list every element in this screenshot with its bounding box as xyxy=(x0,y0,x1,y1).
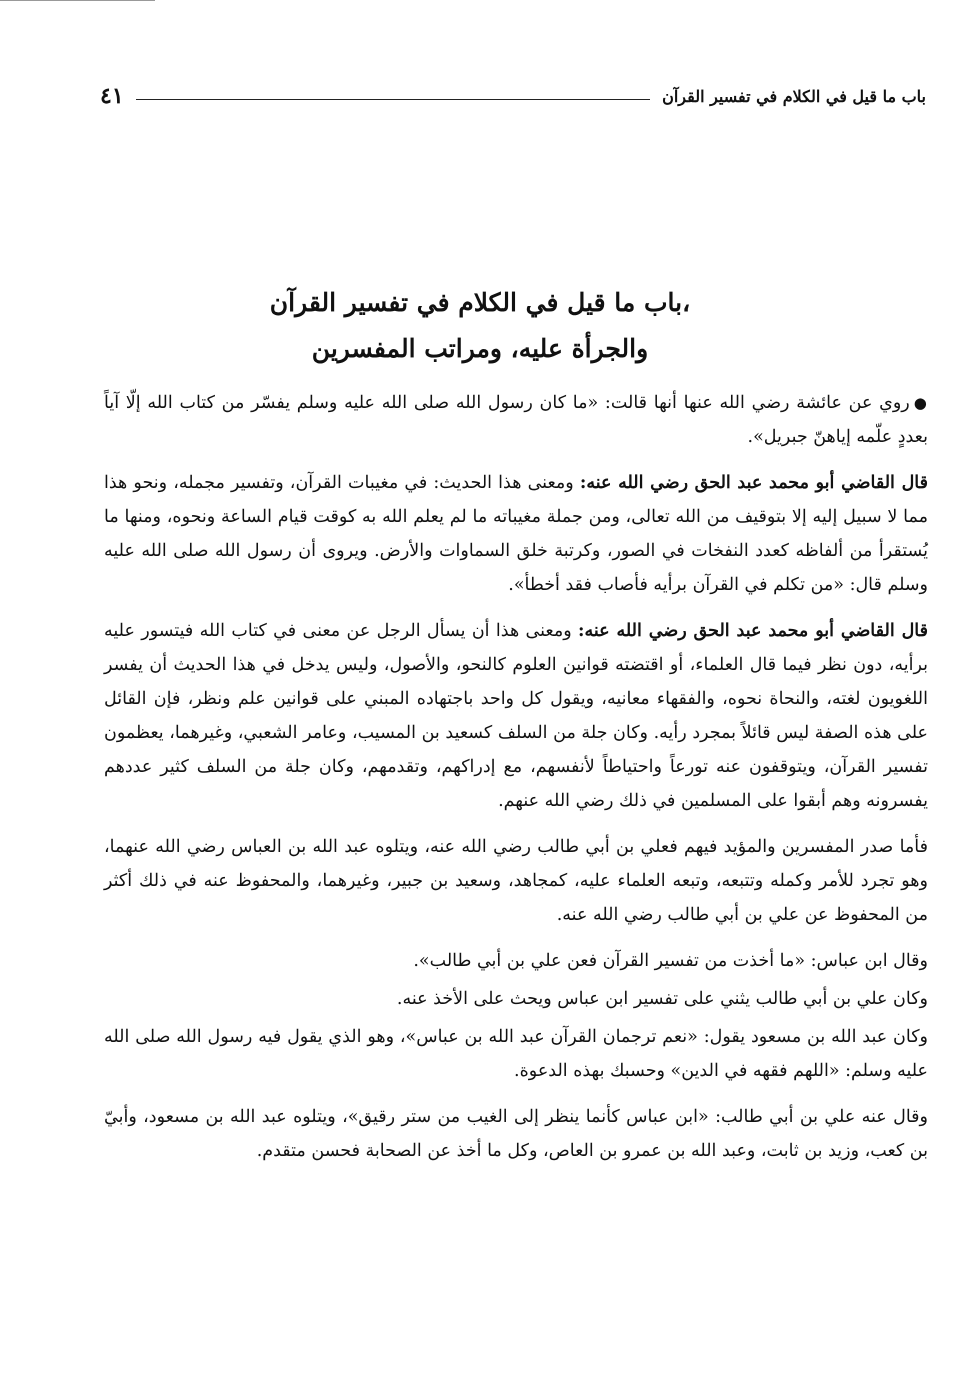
chapter-title xyxy=(120,280,840,372)
paragraph-text: روي عن عائشة رضي الله عنها أنها قالت: «ما كان رسول الله صلى الله عليه وسلم يفسّر من كتاب الله إلّا آياً بعددٍ علّمه إياهنّ جبريل». xyxy=(104,393,928,447)
paragraph-text: وكان عبد الله بن مسعود يقول: «نعم ترجمان القرآن عبد الله بن عباس»، وهو الذي يقول فيه رسول الله صلى الله عليه وسلم: «اللهم فقهه في الدين» وحسبك بهذه الدعوة. xyxy=(104,1027,928,1081)
paragraph-text: وقال عنه علي بن أبي طالب: «ابن عباس كأنما ينظر إلى الغيب من ستر رقيق»، ويتلوه عبد الله بن مسعود، وأبيّ بن كعب، وزيد بن ثابت، وعبد الله بن عمرو بن العاص، وكل ما أخذ عن الصحابة فحسن متقدم. xyxy=(104,1107,928,1161)
paragraph-text: وقال ابن عباس: «ما أخذت من تفسير القرآن فعن علي بن أبي طالب». xyxy=(413,951,928,971)
paragraph-8 xyxy=(104,1100,928,1168)
paragraph-4 xyxy=(104,830,928,932)
speaker-label: قال القاضي أبو محمد عبد الحق رضي الله عنه: xyxy=(578,621,928,641)
bullet-icon: ● xyxy=(913,394,928,412)
paragraph-text: ومعنى هذا أن يسأل الرجل عن معنى في كتاب الله فيتسور عليه برأيه، دون نظر فيما قال العلماء، أو اقتضته قوانين العلوم كالنحو، والأصول، وليس يدخل في هذا الحديث أن يفسر اللغويون لغته، والنحاة نحوه، والفقهاء معانيه، ويقول كل واحد باجتهاده المبني على قوانين علم ونظر، فإن القائل على هذه الصفة ليس قائلاً بمجرد رأيه. وكان جلة من السلف كسعيد بن المسيب، وعامر الشعبي، وغيرهما، يعظمون تفسير القرآن، ويتوقفون عنه تورعاً واحتياطاً لأنفسهم، مع إدراكهم، وتقدمهم، وكان جلة من السلف كثير عددهم يفسرونه وهم أبقوا على المسلمين في ذلك رضي الله عنهم. xyxy=(104,621,928,811)
paragraph-text: ومعنى هذا الحديث: في مغيبات القرآن، وتفسير مجمله، ونحو هذا مما لا سبيل إليه إلا بتوقيف من الله تعالى، ومن جملة مغيباته ما لم يعلم الله به كوقت قيام الساعة ونحوه، ومنها ما يُستقرأ من ألفاظه كعدد النفخات في الصور، وكرتبة خلق السماوات والأرض. ويروى أن رسول الله صلى الله عليه وسلم قال: «من تكلم في القرآن برأيه فأصاب فقد أخطأ». xyxy=(104,473,928,595)
paragraph-1 xyxy=(104,386,928,454)
paragraph-3 xyxy=(104,614,928,818)
body-text xyxy=(104,386,928,1180)
paragraph-6 xyxy=(104,982,928,1016)
running-title: باب ما قيل في الكلام في تفسير القرآن xyxy=(662,86,926,106)
paragraph-7 xyxy=(104,1020,928,1088)
page-number: ٤١ xyxy=(100,83,124,109)
paragraph-text: فأما صدر المفسرين والمؤيد فيهم فعلي بن أبي طالب رضي الله عنه، ويتلوه عبد الله بن العباس رضي الله عنهما، وهو تجرد للأمر وكمله وتتبعه، وتبعه العلماء عليه، كمجاهد، وسعيد بن جبير، وغيرهما، والمحفوظ عنه في ذلك أكثر من المحفوظ عن علي بن أبي طالب رضي الله عنه. xyxy=(104,837,928,925)
speaker-label: قال القاضي أبو محمد عبد الحق رضي الله عنه: xyxy=(579,473,928,493)
chapter-title-line-1: باب ما قيل في الكلام في تفسير القرآن، xyxy=(269,288,691,317)
scan-edge-line xyxy=(0,0,155,1)
paragraph-2 xyxy=(104,466,928,602)
running-header xyxy=(100,78,926,114)
header-rule xyxy=(136,99,650,100)
chapter-title-line-2: والجرأة عليه، ومراتب المفسرين xyxy=(311,334,649,363)
paragraph-text: وكان علي بن أبي طالب يثني على تفسير ابن عباس ويحث على الأخذ عنه. xyxy=(396,989,928,1009)
paragraph-5 xyxy=(104,944,928,978)
